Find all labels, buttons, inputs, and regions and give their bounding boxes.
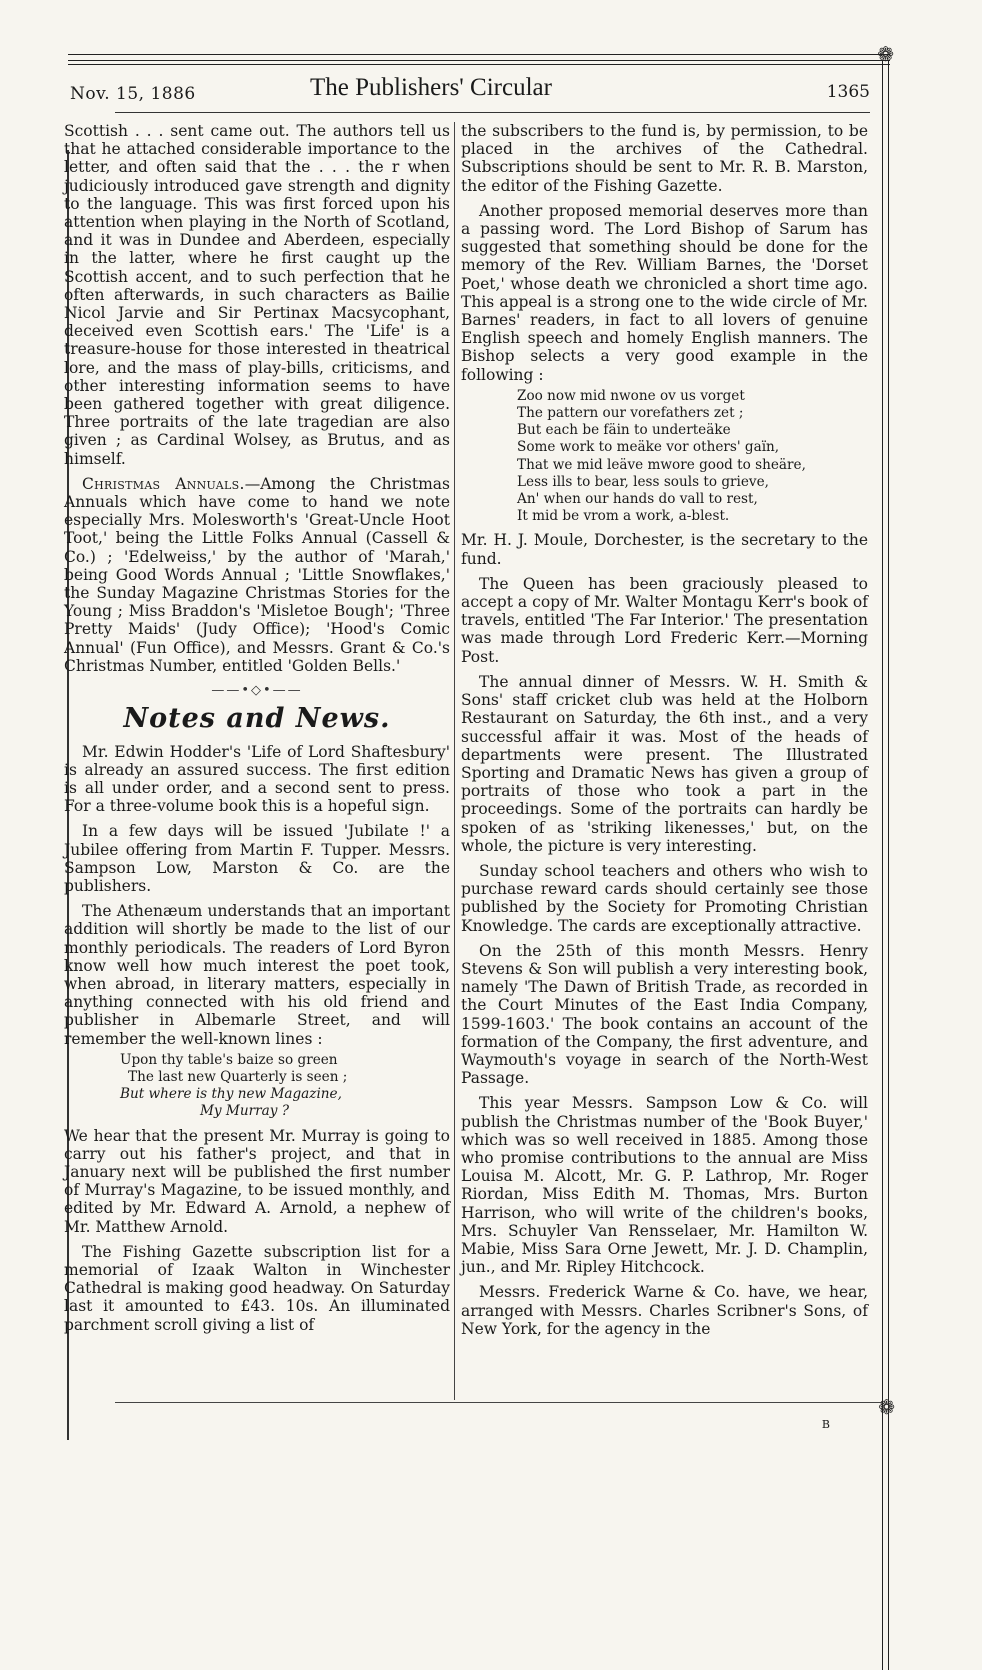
verse-line: Some work to meäke vor others' gaïn, (517, 439, 780, 456)
right-border-rule (888, 60, 889, 1670)
article-paragraph: The Fishing Gazette subscription list for a memorial of Izaak Walton in Winchester Cathedral is making good headway. On Saturday last it amounted to £43. 10s. An illuminated parchment scroll giving a list of (64, 1242, 450, 1334)
verse-line: It mid be vrom a work, a-blest. (517, 508, 730, 525)
corner-ornament-icon: ❁ (878, 1395, 895, 1419)
article-paragraph: The Athenæum understands that an important addition will shortly be made to the list of our monthly periodicals. The readers of Lord Byron know well how much interest the poet took, when abroad, in literary matters, especially in anything connected with his old friend and publisher in Albemarle Street, and will remember the well-known lines : (64, 902, 450, 1048)
verse-quote (517, 388, 868, 526)
right-border-rule (882, 60, 883, 1670)
page-number: 1365 (826, 82, 870, 102)
verse-quote (120, 1052, 450, 1121)
verse-line: But where is thy new Magazine, (120, 1086, 342, 1103)
article-paragraph: Mr. H. J. Moule, Dorchester, is the secretary to the fund. (461, 531, 868, 568)
verse-line: Zoo now mid nwone ov us vorget (517, 387, 745, 404)
verse-line: The last new Quarterly is seen ; (128, 1068, 348, 1085)
article-paragraph: the subscribers to the fund is, by permission, to be placed in the archives of the Cathedral. Subscriptions should be sent to Mr. R. B. Marston, the editor of the Fishing Gazette. (461, 122, 868, 195)
top-rule (68, 60, 890, 61)
issue-date: Nov. 15, 1886 (70, 84, 196, 104)
printer-signature: B (821, 1418, 830, 1431)
top-rule (68, 54, 890, 55)
footer-rule (115, 1402, 882, 1403)
article-paragraph: Scottish . . . sent came out. The authors tell us that he attached considerable importance to the letter, and often said that the . . . the r when judiciously introduced gave strength and dignity to the language. This was first forced upon his attention when playing in the North of Scotland, and it was in Dundee and Aberdeen, especially in the latter, where he first caught up the Scottish accent, and to such perfection that he often afterwards, in such characters as Bailie Nicol Jarvie and Sir Pertinax Macsycophant, deceived even Scottish ears.' The 'Life' is a treasure-house for those interested in theatrical lore, and the mass of play-bills, criticisms, and other interesting information seems to have been gathered together with great diligence. Three portraits of the late tragedian are also given ; as Cardinal Wolsey, as Brutus, and as himself. (64, 122, 450, 468)
article-paragraph: This year Messrs. Sampson Low & Co. will publish the Christmas number of the 'Book Buyer,' which was so well received in 1885. Among those who promise contributions to the annual are Miss Louisa M. Alcott, Mr. G. P. Lathrop, Mr. Roger Riordan, Miss Edith M. Thomas, Mrs. Burton Harrison, who will write of the children's books, Mrs. Schuyler Van Rensselaer, Mr. Hamilton W. Mabie, Miss Sara Orne Jewett, Mr. J. D. Champlin, jun., and Mr. Ripley Hitchcock. (461, 1094, 868, 1277)
article-paragraph: On the 25th of this month Messrs. Henry Stevens & Son will publish a very interesting book, namely 'The Dawn of British Trade, as recorded in the Court Minutes of the East India Company, 1599-1603.' The book contains an account of the formation of the Company, the first adventure, and Waymouth's voyage in search of the North-West Passage. (461, 941, 868, 1088)
verse-line: Upon thy table's baize so green (120, 1051, 338, 1068)
top-rule (68, 64, 890, 65)
article-paragraph: The annual dinner of Messrs. W. H. Smith & Sons' staff cricket club was held at the Holborn Restaurant on Saturday, the 6th inst., and a very successful affair it was. Most of the heads of departments were present. The Illustrated Sporting and Dramatic News has given a group of portraits of those who took a part in the proceedings. Some of the portraits can hardly be spoken of as 'striking likenesses,' but, on the whole, the picture is very interesting. (461, 672, 868, 855)
section-heading: Notes and News. (123, 703, 391, 735)
corner-ornament-icon: ❁ (877, 42, 894, 66)
left-column (64, 122, 450, 1341)
article-paragraph: Mr. Edwin Hodder's 'Life of Lord Shaftesbury' is already an assured success. The first edition is all under order, and a second sent to press. For a three-volume book this is a hopeful sign. (64, 742, 450, 816)
article-paragraph: Sunday school teachers and others who wish to purchase reward cards should certainly see those published by the Society for Promoting Christian Knowledge. The cards are exceptionally attractive. (461, 861, 868, 935)
verse-line: Less ills to bear, less souls to grieve, (517, 473, 769, 490)
verse-line: But each be fäin to underteäke (517, 422, 731, 439)
verse-line: My Murray ? (200, 1103, 289, 1120)
column-divider (454, 122, 455, 1400)
verse-line: The pattern our vorefathers zet ; (517, 405, 744, 422)
section-separator: ——•◇•—— (211, 683, 303, 699)
article-paragraph (64, 475, 450, 675)
article-paragraph: We hear that the present Mr. Murray is going to carry out his father's project, and that in January next will be published the first number of Murray's Magazine, to be issued monthly, and edited by Mr. Edward A. Arnold, a nephew of Mr. Matthew Arnold. (64, 1126, 450, 1236)
paragraph-body: —Among the Christmas Annuals which have come to hand we note especially Mrs. Molesworth's 'Great-Uncle Hoot Toot,' being the Little Folks Annual (Cassell & Co.) ; 'Edelweiss,' by the author of 'Marah,' being Good Words Annual ; 'Little Snowflakes,' the Sunday Magazine Christmas Stories for the Young ; Miss Braddon's 'Misletoe Bough'; 'Three Pretty Maids' (Judy Office); 'Hood's Comic Annual' (Fun Office), and Messrs. Grant & Co.'s Christmas Number, entitled 'Golden Bells.' (64, 474, 450, 675)
verse-line: That we mid leäve mwore good to sheäre, (517, 456, 806, 473)
article-paragraph: Another proposed memorial deserves more than a passing word. The Lord Bishop of Sarum has suggested that something should be done for the memory of the Rev. William Barnes, the 'Dorset Poet,' whose death we chronicled a short time ago. This appeal is a strong one to the wide circle of Mr. Barnes' readers, in fact to all lovers of genuine English speech and homely English manners. The Bishop selects a very good example in the following : (461, 201, 868, 384)
paragraph-lead: Christmas Annuals. (82, 474, 245, 493)
article-paragraph: The Queen has been graciously pleased to accept a copy of Mr. Walter Montagu Kerr's book of travels, entitled 'The Far Interior.' The presentation was made through Lord Frederic Kerr.—Morning Post. (461, 574, 868, 666)
article-paragraph: In a few days will be issued 'Jubilate !' a Jubilee offering from Martin F. Tupper. Messrs. Sampson Low, Marston & Co. are the publishers. (64, 822, 450, 895)
right-column (461, 122, 868, 1345)
header-rule (115, 112, 870, 113)
verse-line: An' when our hands do vall to rest, (517, 491, 758, 508)
publication-title: The Publishers' Circular (310, 74, 552, 101)
article-paragraph: Messrs. Frederick Warne & Co. have, we hear, arranged with Messrs. Charles Scribner's Sons, of New York, for the agency in the (461, 1283, 868, 1338)
